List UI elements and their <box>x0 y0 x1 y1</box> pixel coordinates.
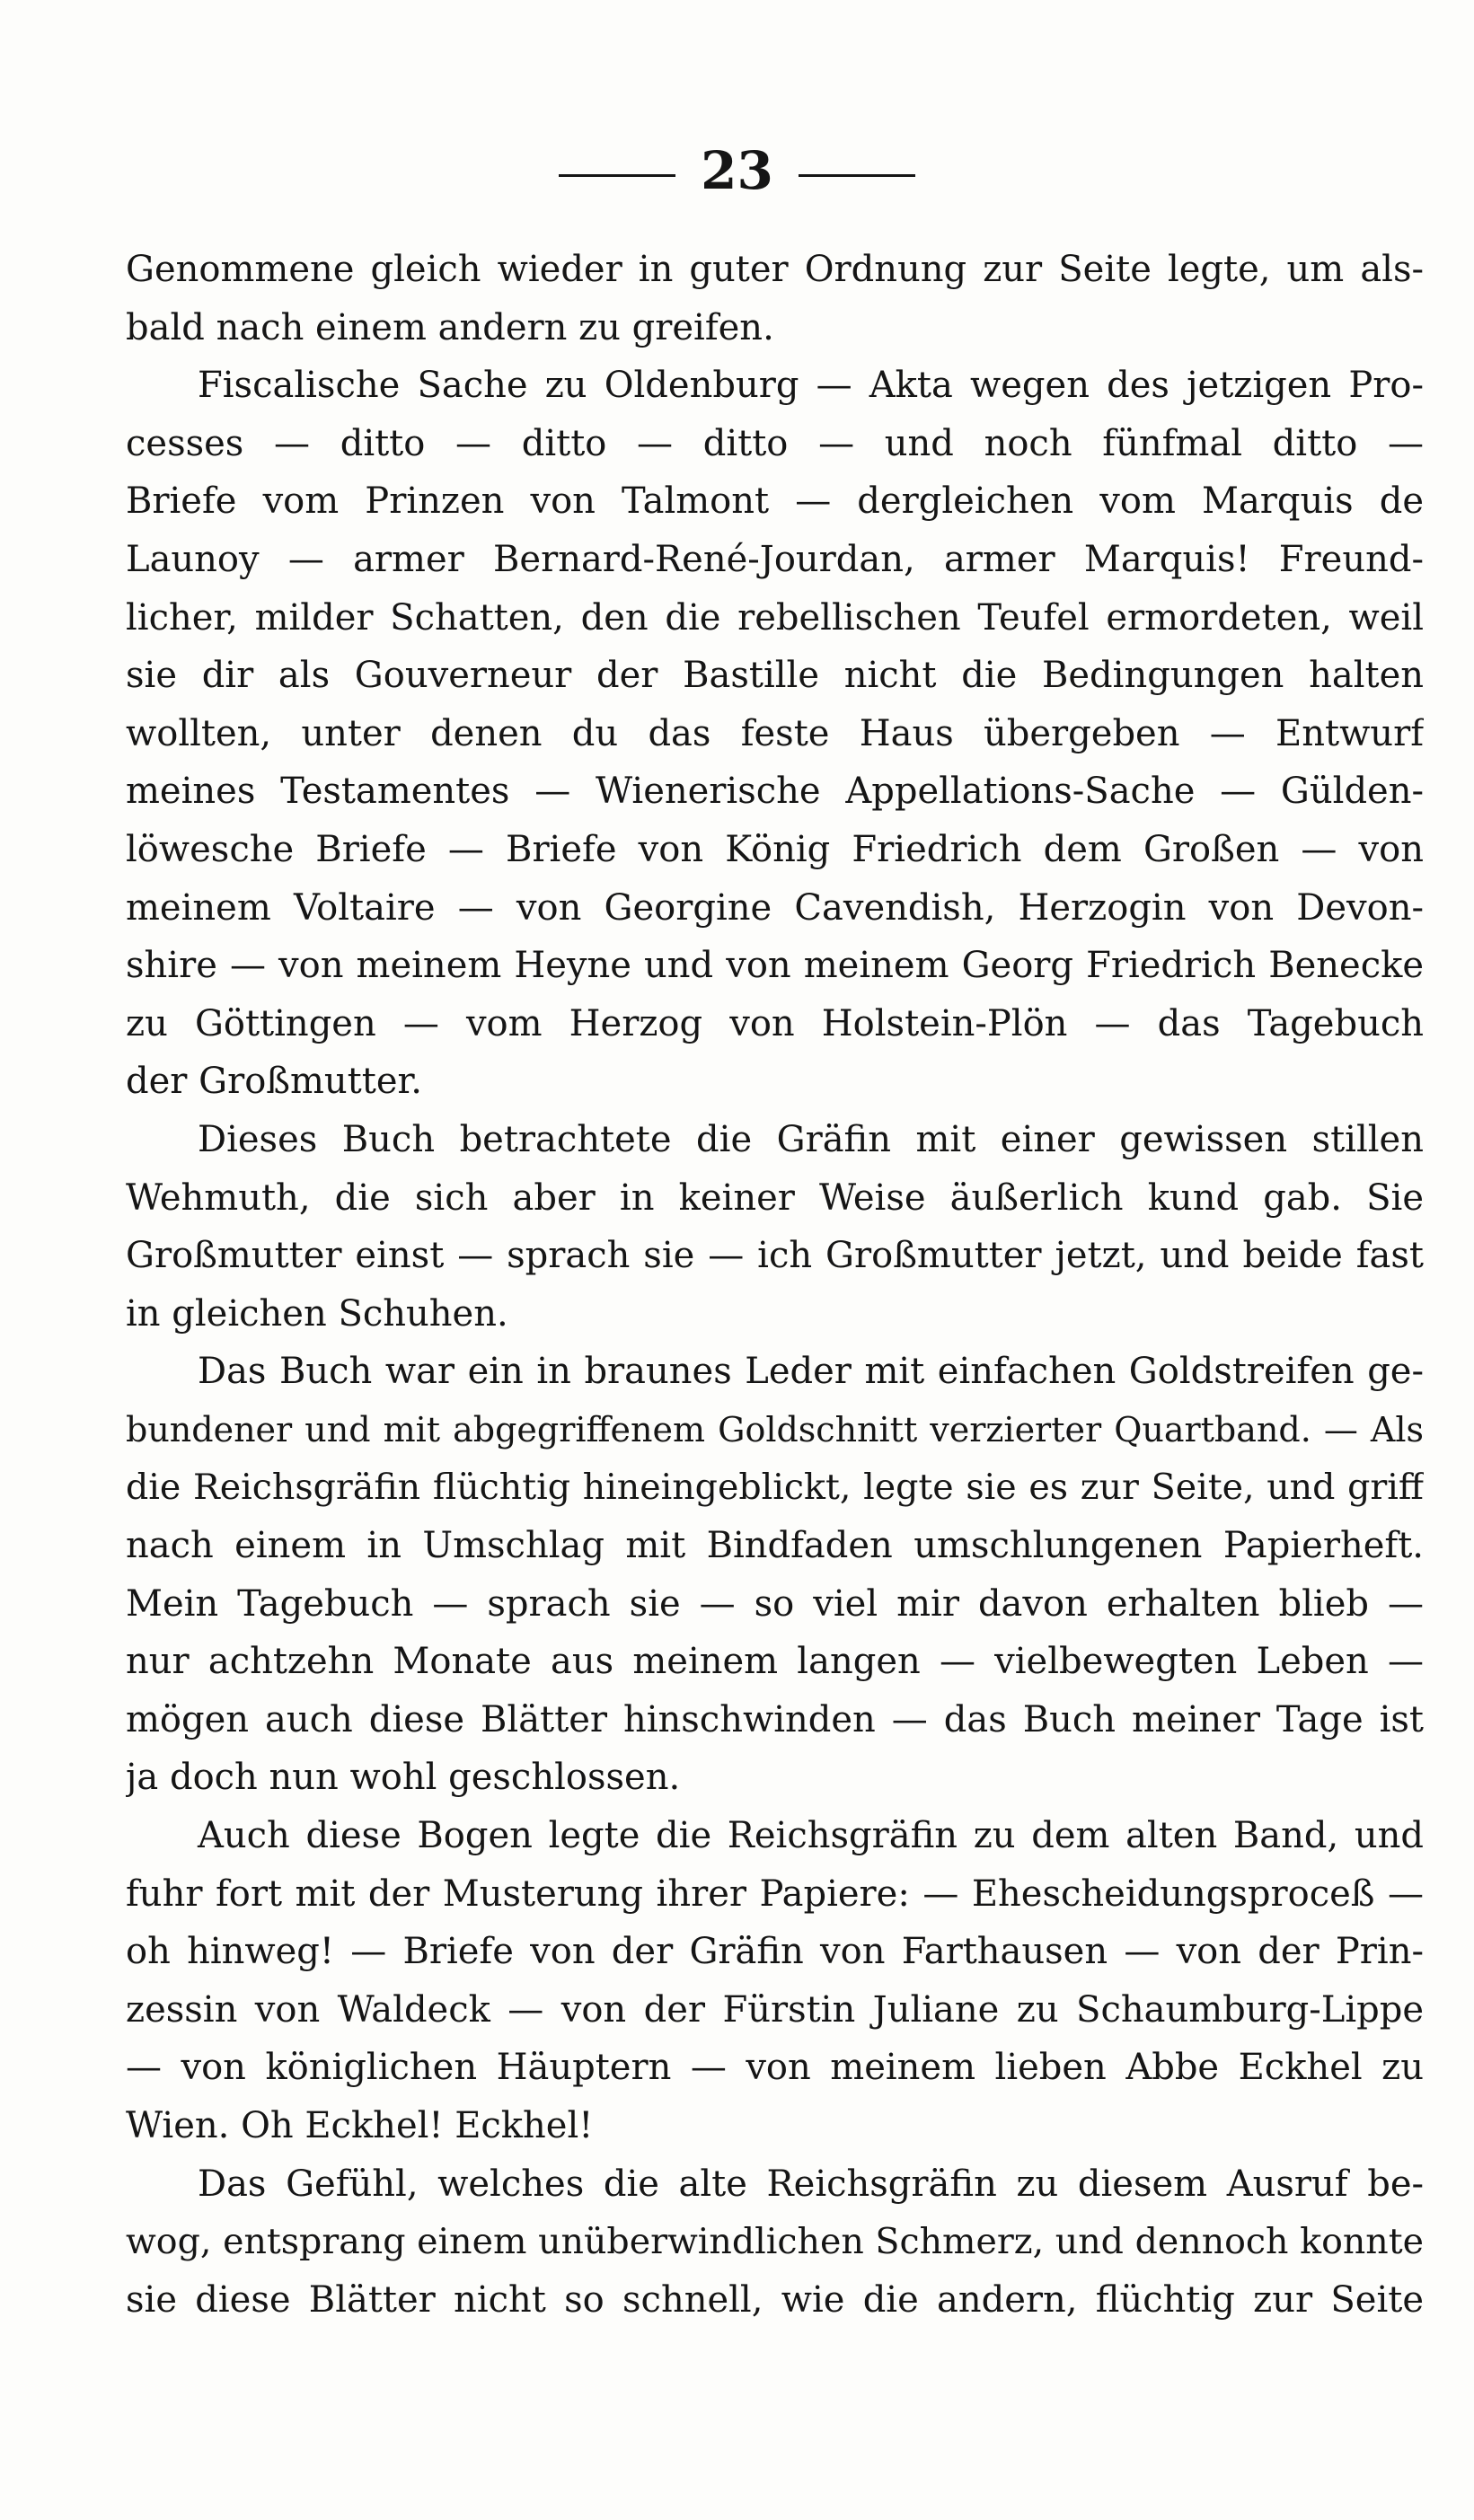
text-line: Mein Tagebuch — sprach sie — so viel mir davon erhalten blieb — <box>126 1582 1424 1625</box>
text-line: in gleichen Schuhen. <box>126 1292 508 1335</box>
text-line: Das Buch war ein in braunes Leder mit einfachen Goldstreifen ge- <box>198 1351 1424 1393</box>
text-line: sie dir als Gouverneur der Bastille nicht die Bedingungen halten <box>126 655 1424 697</box>
text-line: mögen auch diese Blätter hinschwinden — das Buch meiner Tage ist <box>126 1698 1424 1740</box>
text-line: Dieses Buch betrachtete die Gräfin mit einer gewissen stillen <box>198 1118 1424 1160</box>
text-line: zessin von Waldeck — von der Fürstin Juliane zu Schaumburg-Lippe <box>126 1988 1424 2031</box>
text-line: oh hinweg! — Briefe von der Gräfin von Farthausen — von der Prin- <box>126 1931 1424 1973</box>
text-line: Das Gefühl, welches die alte Reichsgräfin zu diesem Ausruf be- <box>198 2163 1424 2205</box>
text-line: die Reichsgräfin flüchtig hineingeblickt, legte sie es zur Seite, und griff <box>126 1467 1424 1509</box>
page-number: 23 <box>701 140 773 201</box>
text-line: bundener und mit abgegriffenem Goldschnitt verzierter Quartband. — Als <box>126 1409 1424 1449</box>
text-line: meines Testamentes — Wienerische Appellations-Sache — Gülden- <box>126 771 1424 813</box>
text-line: Launoy — armer Bernard-René-Jourdan, armer Marquis! Freund- <box>126 538 1424 580</box>
text-line: nur achtzehn Monate aus meinem langen — vielbewegten Leben — <box>126 1641 1424 1683</box>
text-line: Großmutter einst — sprach sie — ich Großmutter jetzt, und beide fast <box>126 1235 1424 1277</box>
text-line: wollten, unter denen du das feste Haus übergeben — Entwurf <box>126 712 1424 754</box>
text-line: fuhr fort mit der Musterung ihrer Papiere: — Ehescheidungsproceß — <box>126 1872 1424 1915</box>
text-line: shire — von meinem Heyne und von meinem Georg Friedrich Benecke <box>126 945 1424 987</box>
text-line: nach einem in Umschlag mit Bindfaden umschlungenen Papierheft. <box>126 1525 1424 1567</box>
text-line: Wehmuth, die sich aber in keiner Weise äußerlich kund gab. Sie <box>126 1176 1424 1219</box>
page-header <box>0 135 1474 207</box>
text-line: Wien. Oh Eckhel! Eckhel! <box>126 2105 594 2146</box>
text-line: Genommene gleich wieder in guter Ordnung zur Seite legte, um als- <box>126 249 1424 290</box>
header-rule-right <box>799 174 915 177</box>
text-line: zu Göttingen — vom Herzog von Holstein-Plön — das Tagebuch <box>126 1002 1424 1044</box>
text-line: Fiscalische Sache zu Oldenburg — Akta wegen des jetzigen Pro- <box>198 365 1424 407</box>
text-line: cesses — ditto — ditto — ditto — und noch fünfmal ditto — <box>126 422 1424 464</box>
text-line: — von königlichen Häuptern — von meinem lieben Abbe Eckhel zu <box>126 2047 1424 2089</box>
text-line: der Großmutter. <box>126 1061 422 1103</box>
text-line: ja doch nun wohl geschlossen. <box>126 1757 681 1799</box>
body-text <box>126 241 1424 2329</box>
text-line: licher, milder Schatten, den die rebellischen Teufel ermordeten, weil <box>126 596 1424 639</box>
text-line: wog, entsprang einem unüberwindlichen Schmerz, und dennoch konnte <box>126 2221 1424 2263</box>
text-line: Briefe vom Prinzen von Talmont — dergleichen vom Marquis de <box>126 480 1424 523</box>
text-line: löwesche Briefe — Briefe von König Friedrich dem Großen — von <box>126 828 1424 870</box>
text-line: meinem Voltaire — von Georgine Cavendish, Herzogin von Devon- <box>126 886 1424 929</box>
header-rule-left <box>559 174 675 177</box>
text-line: Auch diese Bogen legte die Reichsgräfin zu dem alten Band, und <box>198 1815 1424 1857</box>
text-line: sie diese Blätter nicht so schnell, wie die andern, flüchtig zur Seite <box>126 2278 1424 2321</box>
text-line: bald nach einem andern zu greifen. <box>126 306 774 348</box>
